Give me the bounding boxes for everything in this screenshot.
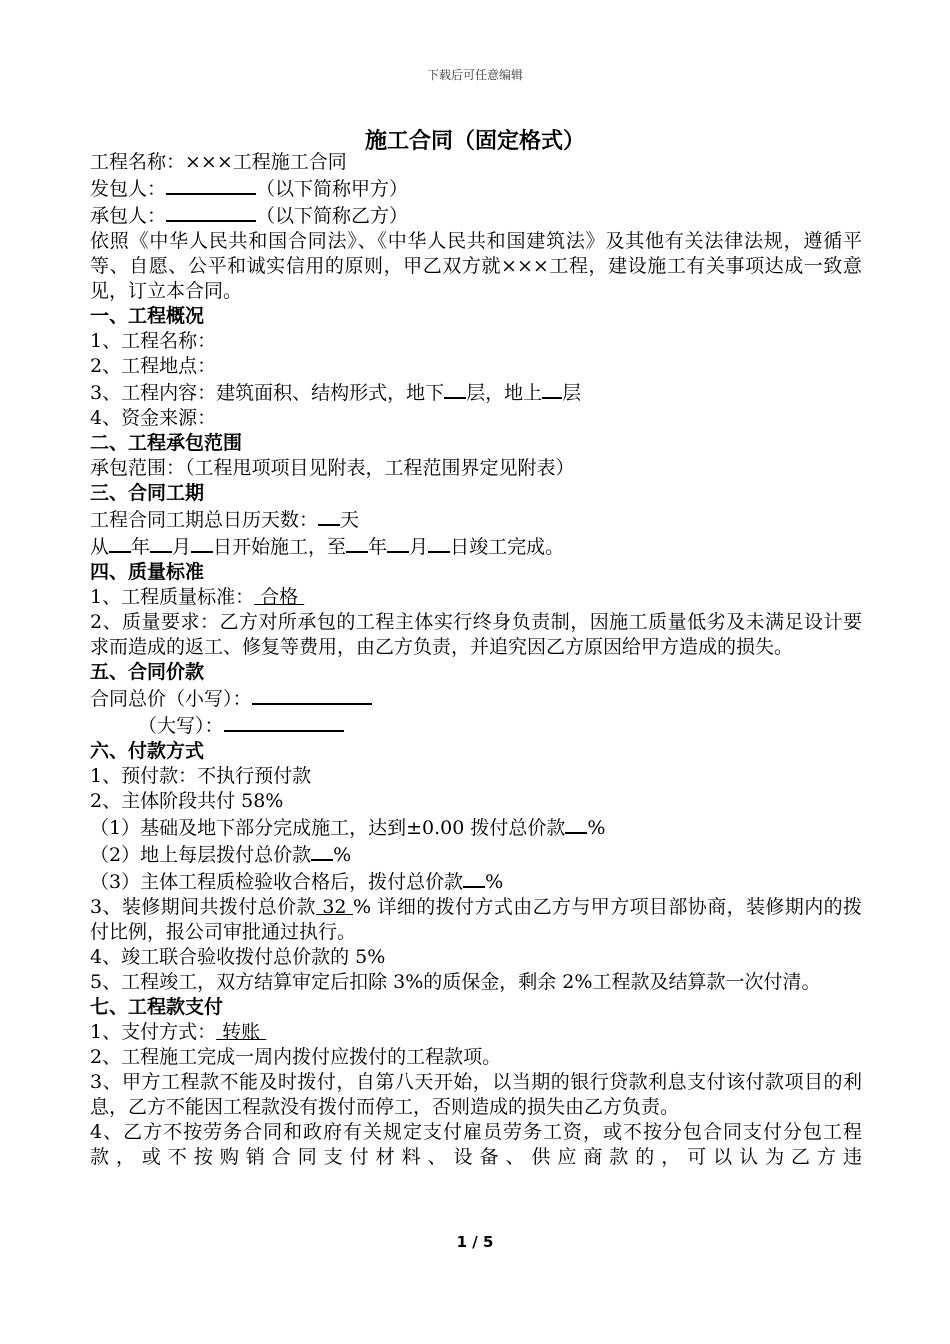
clause-line: 承包范围：（工程甩项项目见附表，工程范围界定见附表） [90,457,575,479]
clause-line: 2、工程施工完成一周内拨付应拨付的工程款项。 [90,1046,502,1068]
clause-line [90,506,862,533]
clause-line: 4、竣工联合验收拨付总价款的 5% [90,946,386,968]
clause-paragraph [90,895,862,945]
clause-line: 1、工程名称： [90,330,217,352]
project-name-line: 工程名称：×××工程施工合同 [90,151,347,173]
start-month-blank[interactable] [150,533,172,553]
payment-method-value: 转账 [216,1021,267,1043]
contractor-blank[interactable] [166,202,256,222]
document-body [90,150,862,1170]
clause-text: （3）主体工程质检验收合格后，拨付总价款 [90,871,464,893]
clause-text: （2）地上每层拨付总价款 [90,844,312,866]
clause-paragraph: 3、甲方工程款不能及时拨付，自第八天开始，以当期的银行贷款利息支付该付款项目的利息，乙方不能因工程款没有拨付而停工，否则造成的损失由乙方负责。 [90,1071,862,1118]
contractor-note: （以下简称乙方） [256,205,409,227]
percent-blank[interactable] [311,841,333,861]
clause-text: 3、工程内容：建筑面积、结构形式，地下 [90,382,445,404]
end-day-blank[interactable] [428,533,450,553]
start-day-blank[interactable] [191,533,213,553]
basis-paragraph: 依照《中华人民共和国合同法》、《中华人民共和国建筑法》及其他有关法律法规，遵循平等、自愿、公平和诚实信用的原则，甲乙双方就×××工程，建设施工有关事项达成一致意见，订立本合同。 [90,230,862,302]
clause-line [90,814,862,841]
section-heading: 三、合同工期 [90,482,205,504]
percent-sign: % [333,844,352,866]
percent-blank[interactable] [565,814,587,834]
page-title: 施工合同（固定格式） [364,129,585,154]
price-lowercase-blank[interactable] [252,685,372,705]
clause-text: 从 [90,536,110,558]
clause-line: 2、工程地点： [90,355,217,377]
aboveground-floors-blank[interactable] [542,379,562,399]
decoration-percent-value: 32 [315,896,353,918]
clause-line [90,841,862,868]
section-heading: 七、工程款支付 [90,996,224,1018]
clause-text: 1、工程质量标准： [90,586,255,608]
clause-line: 1、预付款：不执行预付款 [90,765,312,787]
price-uppercase-blank[interactable] [224,712,344,732]
clause-text: 工程合同工期总日历天数： [90,509,319,531]
employer-label: 发包人： [90,178,167,200]
section-heading: 六、付款方式 [90,740,205,762]
section-heading: 一、工程概况 [90,305,205,327]
clause-text: 3、装修期间共拨付总价款 [90,896,316,918]
end-month-blank[interactable] [387,533,409,553]
contractor-label: 承包人： [90,205,167,227]
clause-paragraph: 5、工程竣工，双方结算审定后扣除 3%的质保金，剩余 2%工程款及结算款一次付清。 [90,971,821,993]
clause-text: % 详细的拨付方式由乙方与甲方项目部协商，装修期内的拨付比例，报公司审批通过执行。 [90,896,862,943]
clause-line: 4、资金来源： [90,407,217,429]
clause-text: 月 [409,536,429,558]
clause-text: （大写）： [138,715,224,737]
clause-line [90,379,862,406]
clause-line [90,1020,862,1045]
clause-text: 月 [172,536,192,558]
clause-line [90,685,862,712]
section-heading: 二、工程承包范围 [90,432,243,454]
clause-text: 天 [340,509,360,531]
clause-text: 合同总价（小写）： [90,688,252,710]
percent-blank[interactable] [463,868,485,888]
clause-text: 1、支付方式： [90,1021,217,1043]
clause-line [90,712,862,739]
clause-line: 2、主体阶段共付 58% [90,790,284,812]
clause-paragraph: 4、乙方不按劳务合同和政府有关规定支付雇员劳务工资，或不按分包合同支付分包工程款，或不按购销合同支付材料、设备、供应商款的，可以认为乙方违 [90,1121,862,1168]
employer-note: （以下简称甲方） [256,178,409,200]
percent-sign: % [587,817,606,839]
clause-text: 日竣工完成。 [450,536,565,558]
clause-paragraph: 2、质量要求：乙方对所承包的工程主体实行终身负责制，因施工质量低劣及未满足设计要求而造成的返工、修复等费用，由乙方负责，并追究因乙方原因给甲方造成的损失。 [90,611,862,658]
clause-line [90,868,862,895]
contractor-line [90,202,862,229]
clause-text: 年 [368,536,388,558]
start-year-blank[interactable] [109,533,131,553]
underground-floors-blank[interactable] [444,379,466,399]
duration-days-blank[interactable] [318,506,340,526]
clause-line [90,585,862,610]
clause-text: 年 [131,536,151,558]
clause-text: 日开始施工，至 [213,536,347,558]
page-header: 下载后可任意编辑 [426,68,523,82]
quality-standard-value: 合格 [254,586,305,608]
employer-blank[interactable] [166,175,256,195]
employer-line [90,175,862,202]
page-number: 1 / 5 [456,1233,494,1251]
percent-sign: % [485,871,504,893]
clause-text: 层 [562,382,582,404]
section-heading: 五、合同价款 [90,661,205,683]
clause-text: （1）基础及地下部分完成施工，达到±0.00 拨付总价款 [90,817,566,839]
section-heading: 四、质量标准 [90,561,205,583]
end-year-blank[interactable] [346,533,368,553]
clause-text: 层，地上 [466,382,543,404]
clause-line [90,533,862,560]
